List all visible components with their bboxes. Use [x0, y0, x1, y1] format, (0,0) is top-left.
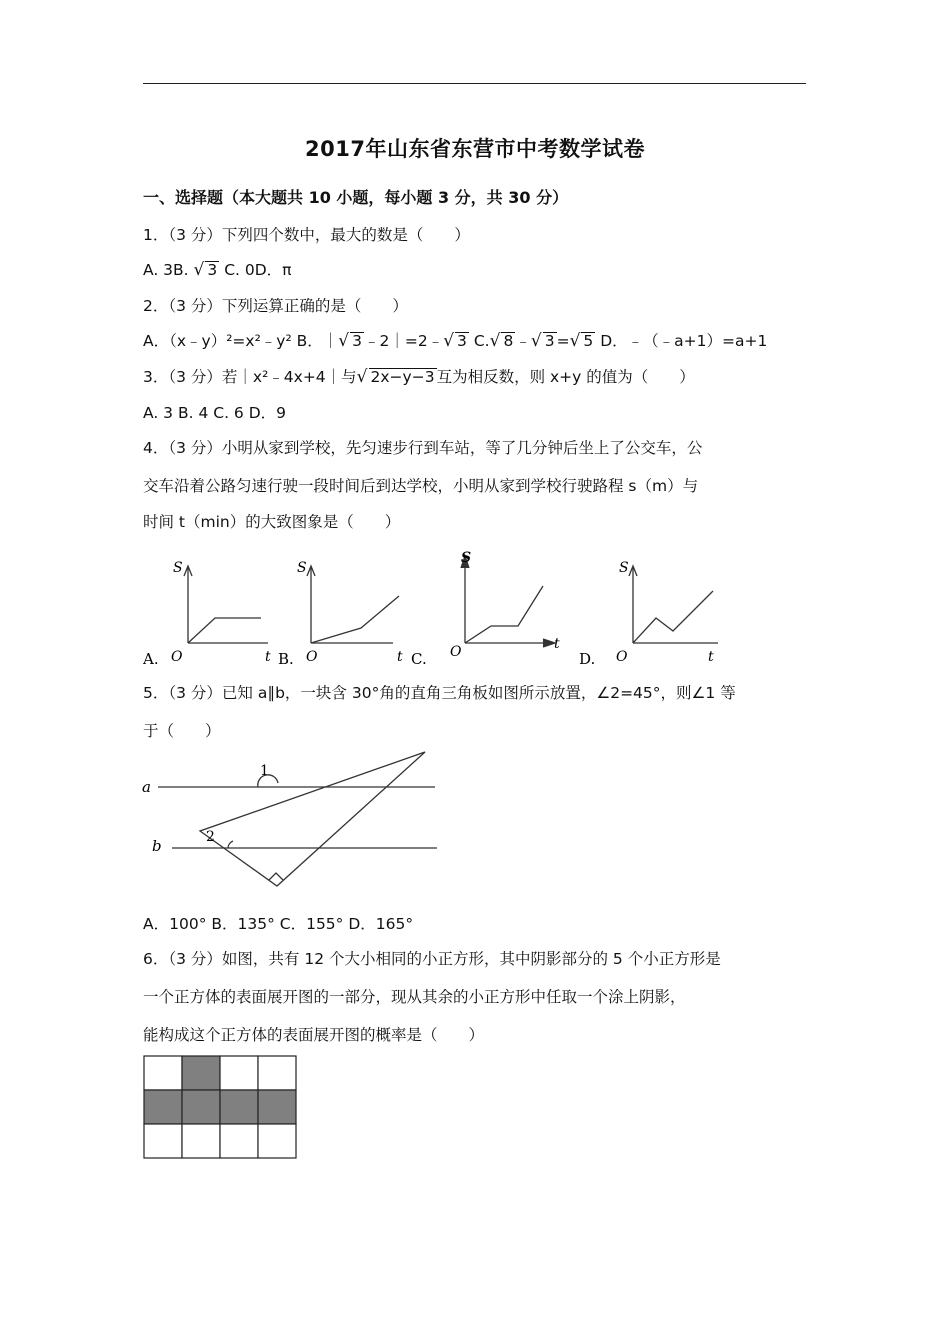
header-rule [143, 83, 806, 84]
q2-opt-b-pre: B．｜ [296, 332, 339, 350]
label-angle1: 1 [260, 763, 269, 779]
triangle [200, 752, 425, 886]
q6-grid [143, 1055, 299, 1159]
graph-d-origin: O [616, 649, 628, 665]
grid-cell-shaded [182, 1056, 220, 1090]
graph-c-axis-t: t [554, 636, 560, 652]
angle2-arc [228, 841, 233, 848]
q2-options: A．（x﹣y）²=x²﹣y² B．｜√ 3 ﹣2｜=2﹣√ 3 C.√ 8 ﹣√ 3 =√ 5 D．﹣（﹣a+1）=a+1 [143, 331, 768, 351]
label-angle2: 2 [206, 829, 215, 845]
q1-stem: 1．（3 分）下列四个数中，最大的数是（ ） [143, 226, 470, 244]
graph-b-label: B. [278, 650, 294, 668]
q1-opt-c: C. 0 [224, 261, 255, 279]
q2-opt-c-eq: = [556, 332, 570, 350]
q4-line1: 4．（3 分）小明从家到学校，先匀速步行到车站，等了几分钟后坐上了公交车，公 [143, 439, 703, 457]
section-heading: 一、选择题（本大题共 10 小题，每小题 3 分，共 30 分） [143, 188, 569, 207]
q5-line2: 于（ ） [143, 722, 221, 740]
q1-opt-a: A. 3 [143, 261, 174, 279]
graph-d-axis-s: S [619, 560, 629, 576]
q2-opt-c-rad1: 8 [503, 332, 514, 350]
graph-c-origin: O [450, 644, 462, 660]
q6-line1: 6．（3 分）如图，共有 12 个大小相同的小正方形，其中阴影部分的 5 个小正方形是 [143, 950, 721, 968]
q4-graphs [143, 548, 743, 673]
grid-cell [182, 1124, 220, 1158]
graph-b [307, 566, 399, 643]
q1-opt-d: D．π [254, 261, 292, 279]
q2-stem: 2．（3 分）下列运算正确的是（ ） [143, 297, 408, 315]
q2-opt-c-mid: ﹣ [515, 332, 531, 350]
q3-stem-radicand: 2x−y−3 [370, 368, 435, 386]
label-a: a [142, 778, 151, 796]
q3-stem: 3．（3 分）若｜x²﹣4x+4｜与√ 2x−y−3 互为相反数，则 x+y 的值为（ ） [143, 367, 695, 387]
graph-c-label: C. [411, 650, 427, 668]
graph-d-label: D. [579, 650, 596, 668]
graph-a-axis-t: t [265, 649, 271, 665]
q5-options: A．100° B．135° C．155° D．165° [143, 915, 414, 933]
grid-cell [220, 1056, 258, 1090]
graph-c [461, 556, 555, 647]
grid-cell [144, 1056, 182, 1090]
graph-b-origin: O [306, 649, 318, 665]
grid-cell [220, 1124, 258, 1158]
grid-cell-shaded [220, 1090, 258, 1124]
q2-opt-c-rad2: 3 [544, 332, 555, 350]
page-title: 2017年山东省东营市中考数学试卷 [305, 137, 645, 161]
graph-a-axis-s: S [173, 560, 183, 576]
graph-b-axis-s: S [297, 560, 307, 576]
q2-opt-b-mid: ﹣2｜=2﹣ [363, 332, 444, 350]
graph-d-axis-t: t [708, 649, 714, 665]
q2-opt-a: A．（x﹣y）²=x²﹣y² [143, 332, 292, 350]
grid-cell [258, 1056, 296, 1090]
grid-cell-shaded [258, 1090, 296, 1124]
q3-stem-post: 互为相反数，则 x+y 的值为（ ） [436, 368, 695, 386]
q3-options: A. 3 B. 4 C. 6 D．9 [143, 404, 287, 422]
label-b: b [152, 837, 162, 855]
grid-cell-shaded [182, 1090, 220, 1124]
right-angle-mark [269, 873, 283, 880]
graph-b-axis-t: t [397, 649, 403, 665]
q2-opt-c-rad3: 5 [583, 332, 594, 350]
q2-opt-b-rad1: 3 [352, 332, 362, 350]
graph-a [184, 566, 268, 643]
q2-opt-d: D．﹣（﹣a+1）=a+1 [600, 332, 768, 350]
grid-cell-shaded [144, 1090, 182, 1124]
q4-line3: 时间 t（min）的大致图象是（ ） [143, 513, 401, 531]
grid-cell [258, 1124, 296, 1158]
graph-d [629, 566, 718, 643]
q5-line1: 5．（3 分）已知 a∥b，一块含 30°角的直角三角板如图所示放置，∠2=45°，则∠1 等 [143, 684, 736, 702]
q5-figure [140, 745, 450, 895]
q1-options: A. 3B. √ 3 C. 0D．π [143, 260, 292, 280]
q2-opt-b-rad2: 3 [457, 332, 467, 350]
grid-cell [144, 1124, 182, 1158]
q3-stem-pre: 3．（3 分）若｜x²﹣4x+4｜与 [143, 368, 357, 386]
graph-a-origin: O [171, 649, 183, 665]
q4-line2: 交车沿着公路匀速行驶一段时间后到达学校，小明从家到学校行驶路程 s（m）与 [143, 477, 699, 495]
q6-line3: 能构成这个正方体的表面展开图的概率是（ ） [143, 1026, 485, 1044]
q2-opt-c-pre: C. [473, 332, 490, 350]
q1-opt-b-radicand: 3 [207, 261, 218, 279]
graph-a-label: A. [143, 650, 159, 668]
q1-opt-b: B. [173, 261, 189, 279]
graph-c-axis-s: S [461, 550, 472, 566]
q6-line2: 一个正方体的表面展开图的一部分，现从其余的小正方形中任取一个涂上阴影， [143, 988, 686, 1006]
